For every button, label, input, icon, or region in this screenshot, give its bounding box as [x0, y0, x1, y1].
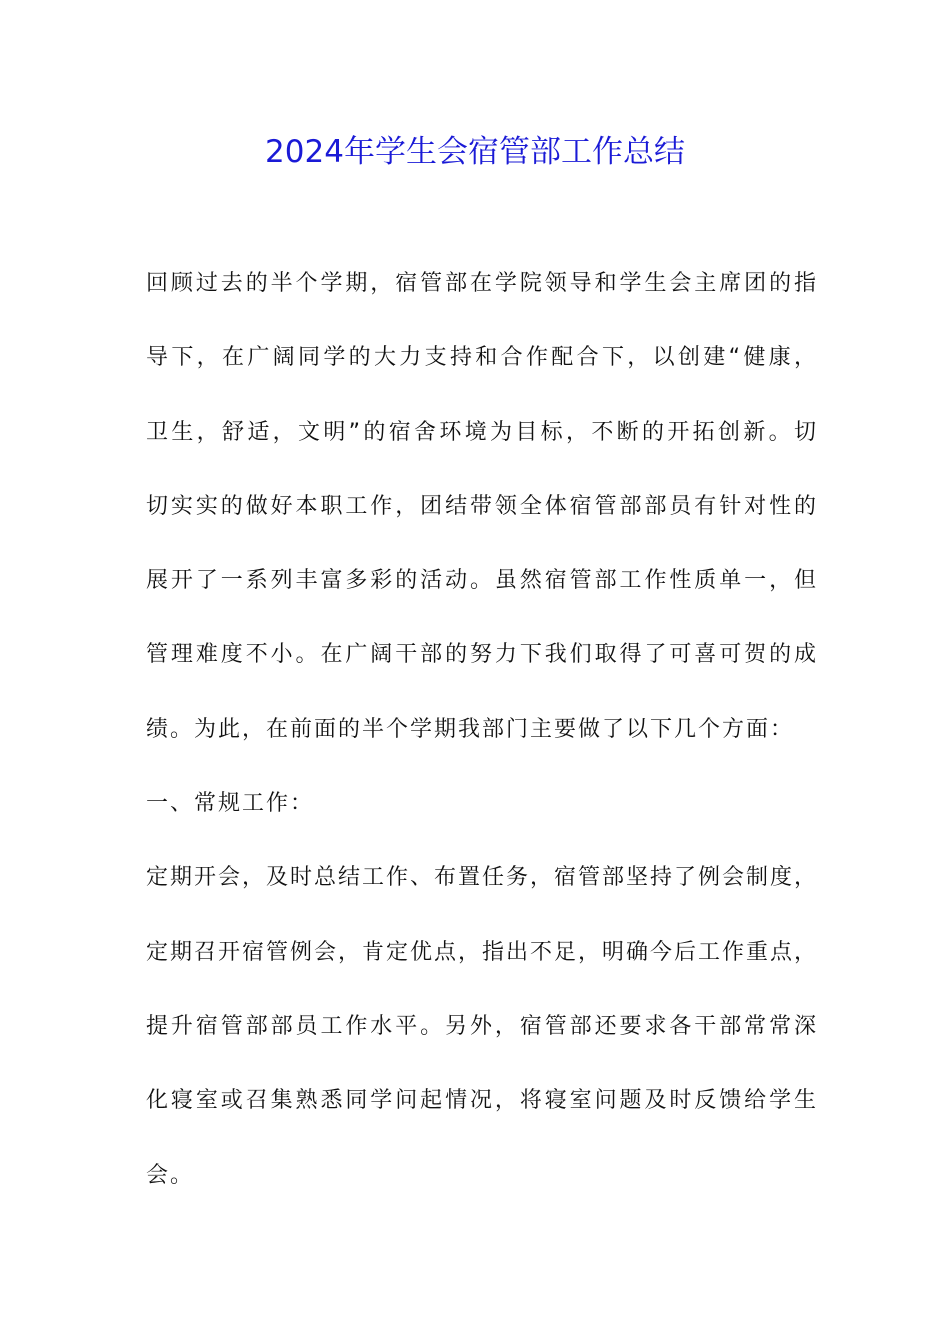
document-body — [146, 264, 816, 1230]
paragraph-line: 绩。为此，在前面的半个学期我部门主要做了以下几个方面： — [146, 716, 795, 742]
paragraph-line: 定期开会，及时总结工作、布置任务，宿管部坚持了例会制度， — [146, 865, 816, 891]
paragraph-line: 展开了一系列丰富多彩的活动。虽然宿管部工作性质单一，但 — [146, 568, 816, 594]
paragraph-line: 会。 — [146, 1162, 195, 1188]
paragraph-line: 定期召开宿管例会，肯定优点，指出不足，明确今后工作重点， — [146, 939, 816, 965]
document-title: 2024年学生会宿管部工作总结 — [265, 134, 685, 170]
paragraph-line: 提升宿管部部员工作水平。另外，宿管部还要求各干部常常深 — [146, 1013, 816, 1039]
paragraph-line: 管理难度不小。在广阔干部的努力下我们取得了可喜可贺的成 — [146, 642, 816, 668]
paragraph-line: 卫生，舒适，文明”的宿舍环境为目标，不断的开拓创新。切 — [146, 419, 816, 445]
paragraph-line: 回顾过去的半个学期，宿管部在学院领导和学生会主席团的指 — [146, 271, 816, 296]
paragraph-line: 化寝室或召集熟悉同学问起情况，将寝室问题及时反馈给学生 — [146, 1088, 816, 1114]
paragraph-line: 导下，在广阔同学的大力支持和合作配合下，以创建“健康， — [146, 345, 816, 371]
paragraph-line: 切实实的做好本职工作，团结带领全体宿管部部员有针对性的 — [146, 493, 816, 519]
section-heading: 一、常规工作： — [146, 791, 315, 817]
